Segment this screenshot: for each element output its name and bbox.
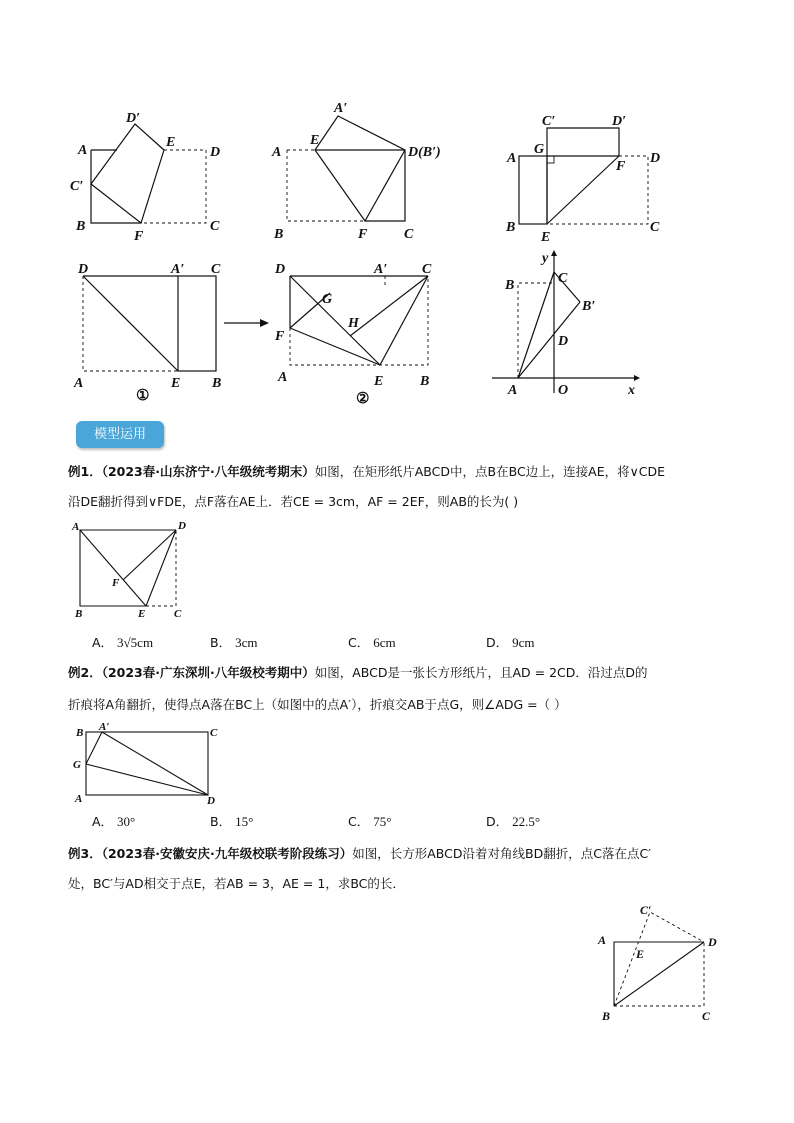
- label: A: [75, 793, 83, 805]
- figure-coordinate: [488, 248, 648, 398]
- label: C′: [70, 179, 84, 194]
- label: E: [636, 947, 645, 961]
- label: B: [75, 608, 83, 620]
- label: D: [558, 334, 569, 349]
- option-b[interactable]: B． 15°: [210, 814, 254, 829]
- example-source: （2023春·山东济宁·八年级统考期末）: [101, 464, 315, 479]
- option-d[interactable]: D． 22.5°: [486, 814, 541, 829]
- label: C: [210, 727, 218, 739]
- example-line1: 如图，长方形ABCD沿着对角线BD翻折，点C落在点C′: [352, 846, 652, 861]
- label: B: [76, 727, 84, 739]
- figure-example-1: [70, 518, 200, 622]
- option-d[interactable]: D． 9cm: [486, 635, 535, 650]
- label: A′: [99, 721, 110, 733]
- label: E: [171, 376, 181, 391]
- label: D: [78, 262, 89, 277]
- label: F: [275, 329, 285, 344]
- label: C: [211, 262, 221, 277]
- label: D(B′): [408, 145, 441, 160]
- label: A′: [171, 262, 185, 277]
- example-prefix: 例3．: [68, 846, 102, 861]
- label: B: [505, 278, 515, 293]
- figure-fold-1: [70, 100, 240, 244]
- example-line1: 如图，ABCD是一张长方形纸片，且AD = 2CD．沿过点D的: [314, 665, 648, 680]
- label: G: [73, 759, 81, 771]
- figure-example-3: [592, 898, 732, 1026]
- label: A: [72, 521, 80, 533]
- label: E: [374, 374, 384, 389]
- figure-caption: ①: [136, 388, 150, 404]
- label: C: [404, 227, 414, 242]
- figure-fold-5: [270, 255, 450, 410]
- label: H: [348, 316, 359, 331]
- label: C: [558, 271, 568, 286]
- axis-label-x: x: [628, 383, 635, 398]
- label: C′: [542, 114, 556, 129]
- label: G: [534, 142, 545, 157]
- label: D: [650, 151, 661, 166]
- label: C: [422, 262, 432, 277]
- label: B: [212, 376, 222, 391]
- example-prefix: 例2．: [68, 665, 102, 680]
- axis-label-y: y: [542, 251, 549, 266]
- label: B: [274, 227, 284, 242]
- label: C′: [640, 903, 652, 917]
- label: D: [178, 520, 186, 532]
- option-a[interactable]: A． 30°: [92, 814, 136, 829]
- example-source: （2023春·广东深圳·八年级校考期中）: [101, 665, 315, 680]
- label: B: [420, 374, 430, 389]
- label: F: [112, 577, 120, 589]
- figure-fold-3: [500, 108, 680, 243]
- label: A: [507, 151, 517, 166]
- label: F: [134, 229, 144, 244]
- option-c[interactable]: C． 6cm: [348, 635, 396, 650]
- label: A′: [374, 262, 388, 277]
- label: A′: [334, 101, 348, 116]
- section-badge: 模型运用: [76, 421, 164, 448]
- label: C: [702, 1009, 711, 1023]
- figure-fold-2: [270, 92, 470, 242]
- label: B′: [582, 299, 596, 314]
- label: O: [558, 383, 569, 398]
- label: A: [78, 143, 88, 158]
- label: C: [174, 608, 182, 620]
- label: D: [210, 145, 221, 160]
- label: F: [616, 159, 626, 174]
- label: B: [76, 219, 86, 234]
- label: B: [602, 1009, 611, 1023]
- label: D′: [126, 111, 141, 126]
- figure-fold-4: [70, 255, 240, 410]
- example-line2: 折痕将A角翻折，使得点A落在BC上（如图中的点A′），折痕交AB于点G，则∠ADG =（ ）: [68, 697, 567, 712]
- example-line1: 如图，在矩形纸片ABCD中，点B在BC边上，连接AE，将∨CDE: [314, 464, 666, 479]
- label: D: [207, 795, 215, 807]
- option-c[interactable]: C． 75°: [348, 814, 392, 829]
- label: A: [598, 933, 607, 947]
- figure-example-2: [70, 720, 230, 806]
- example-line2: 处，BC′与AD相交于点E，若AB = 3，AE = 1，求BC的长．: [68, 876, 405, 891]
- label: A: [74, 376, 84, 391]
- label: D: [275, 262, 286, 277]
- figure-caption: ②: [356, 391, 370, 407]
- label: E: [541, 230, 551, 245]
- label: B: [506, 220, 516, 235]
- example-line2: 沿DE翻折得到∨FDE，点F落在AE上．若CE = 3cm，AF = 2EF，则AB的长为( ): [68, 494, 519, 509]
- label: G: [322, 292, 333, 307]
- label: D: [708, 935, 717, 949]
- example-source: （2023春·安徽安庆·九年级校联考阶段练习）: [101, 846, 353, 861]
- label: E: [310, 133, 320, 148]
- option-b[interactable]: B． 3cm: [210, 635, 258, 650]
- label: C: [210, 219, 220, 234]
- option-a[interactable]: A． 3√5cm: [92, 635, 154, 650]
- label: D′: [612, 114, 627, 129]
- label: F: [358, 227, 368, 242]
- label: C: [650, 220, 660, 235]
- label: A: [278, 370, 288, 385]
- example-prefix: 例1．: [68, 464, 102, 479]
- arrow-icon: [222, 316, 272, 330]
- label: A: [272, 145, 282, 160]
- label: E: [138, 608, 146, 620]
- label: E: [166, 135, 176, 150]
- label: A: [508, 383, 518, 398]
